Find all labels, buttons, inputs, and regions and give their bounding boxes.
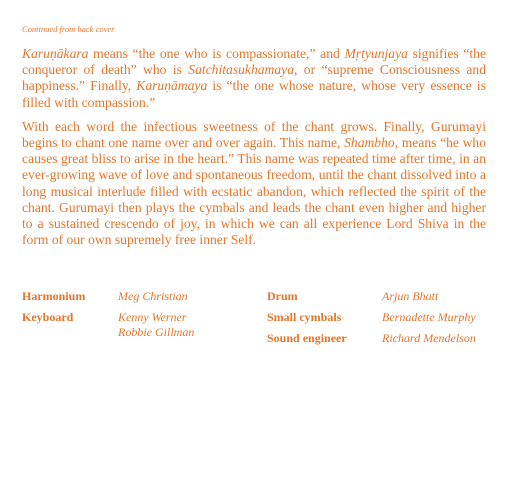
credit-role-sound: Sound engineer bbox=[267, 331, 347, 345]
paragraph-chant bbox=[22, 119, 486, 249]
text-segment: means “the one who is compassionate,” and bbox=[88, 46, 345, 61]
credit-role-cymbals: Small cymbals bbox=[267, 310, 342, 324]
credit-name-drum: Arjun Bhatt bbox=[382, 289, 439, 303]
term-shambho: Shambho, bbox=[344, 135, 399, 151]
text-segment: means “he who causes great bliss to arise in the heart.” This name was repeated time after time, in an ever-growing wave of love and spontaneous freedom, until the chant dissolved into a long musical interlude filled with ecstatic abandon, which reflected the spirit of the chant. Gurumayi then plays the cymbals and leads the chant even higher and higher to a sustained crescendo of joy, in which we can all experience Lord Shiva in the form of our own supremely free inner Self. bbox=[22, 135, 487, 248]
credit-name-keyboard-2: Robbie Gillman bbox=[118, 325, 195, 339]
term-mrtyunjaya: Mṛtyunjaya bbox=[344, 46, 408, 61]
text-segment: With each word the infectious sweetness of the chant grows. Finally, Gurumayi begins to chant one name over and over again. This name, bbox=[22, 118, 486, 151]
paragraph-names bbox=[22, 46, 486, 111]
credit-name-sound: Richard Mendelson bbox=[382, 331, 476, 345]
credit-role-drum: Drum bbox=[267, 289, 298, 303]
credit-name-keyboard-1: Kenny Werner bbox=[118, 310, 187, 324]
credit-role-harmonium: Harmonium bbox=[22, 289, 86, 303]
term-karunakara: Karuṇākara bbox=[22, 46, 89, 61]
text-segment: is “the one whose nature, whose very essence is filled with compassion.” bbox=[22, 78, 486, 110]
credit-role-keyboard: Keyboard bbox=[22, 310, 74, 324]
text-segment: or “supreme Consciousness and happiness.” Finally, bbox=[22, 62, 486, 94]
liner-notes-page bbox=[22, 24, 486, 248]
credit-name-cymbals: Bernadette Murphy bbox=[382, 310, 476, 324]
term-karunamaya: Karuṇāmaya bbox=[136, 78, 208, 94]
credit-name-harmonium: Meg Christian bbox=[118, 289, 188, 303]
continued-note: Continued from back cover bbox=[22, 24, 115, 34]
text-segment: signifies “the conqueror of death” who is bbox=[22, 46, 486, 78]
term-satchitasukhamaya: Satchitasukhamaya, bbox=[188, 62, 298, 78]
